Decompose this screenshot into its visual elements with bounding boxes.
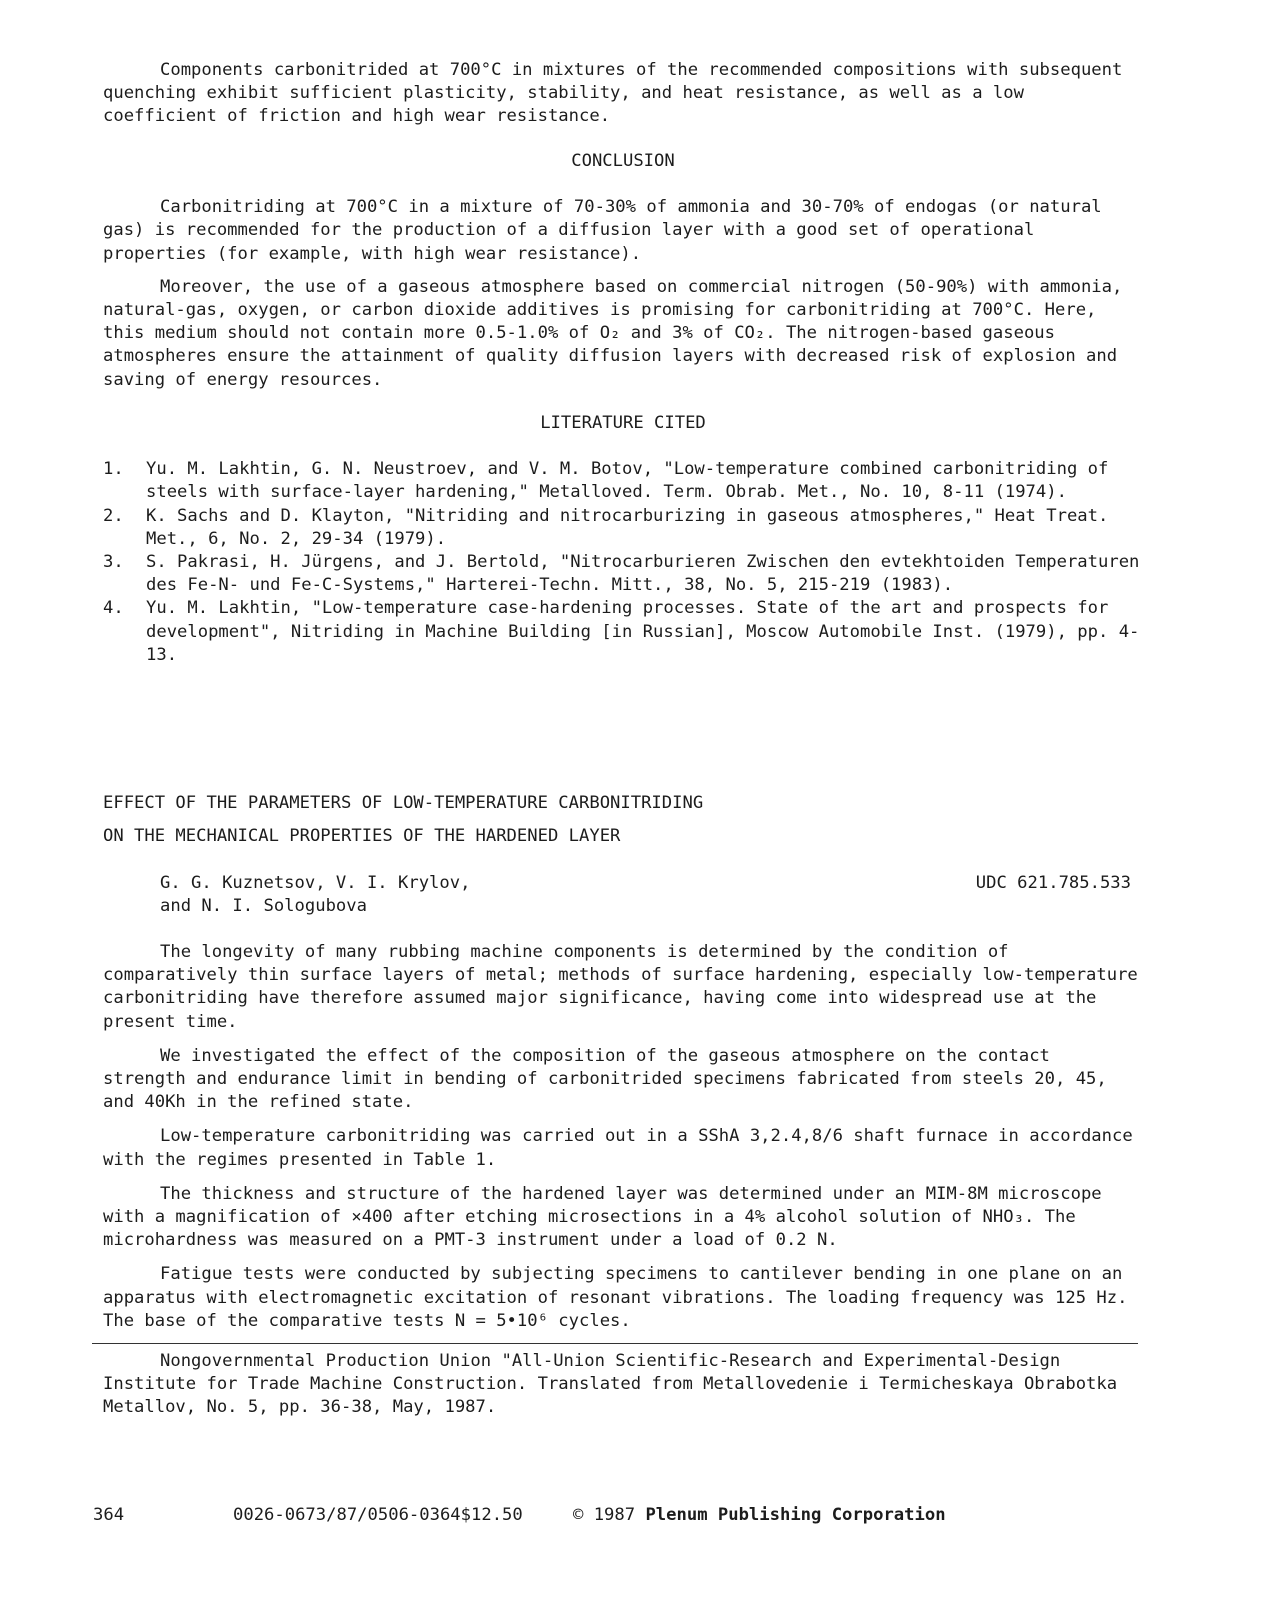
conclusion-section: [103, 150, 1143, 392]
reference-text: Yu. M. Lakhtin, G. N. Neustroev, and V. M. Botov, "Low-temperature combined carbonitriding of steels with surface-layer hardening," Metalloved. Term. Obrab. Met., No. 10, 8-11 (1974).: [146, 459, 1109, 503]
intro-block: [103, 59, 1143, 129]
reference-text: K. Sachs and D. Klayton, "Nitriding and nitrocarburizing in gaseous atmospheres," Heat Treat. Met., 6, No. 2, 29-34 (1979).: [146, 505, 1109, 549]
conclusion-paragraph-2: Moreover, the use of a gaseous atmosphere based on commercial nitrogen (50-90%) with ammonia, natural-gas, oxygen, or carbon dioxide additives is promising for carbonitriding at 700°C. Here, this medium should not contain more 0.5-1.0% of O₂ and 3% of CO₂. The nitrogen-based gaseous atmospheres ensure the attainment of quality diffusion layers with decreased risk of explosion and saving of energy resources.: [103, 276, 1123, 390]
udc-code: UDC 621.785.533: [975, 873, 1131, 893]
literature-heading: LITERATURE CITED: [540, 413, 706, 433]
publisher-name: Plenum Publishing Corporation: [645, 1505, 946, 1525]
body-paragraph-1: The longevity of many rubbing machine components is determined by the condition of comparatively thin surface layers of metal; methods of surface hardening, especially low-temperature carbonitriding have therefore assumed major significance, having come into widespread use at the present time.: [103, 942, 1138, 1032]
reference-number: 2.: [103, 505, 124, 526]
article-title-line-1: EFFECT OF THE PARAMETERS OF LOW-TEMPERATURE CARBONITRIDING: [103, 793, 704, 813]
reference-number: 1.: [103, 459, 124, 480]
reference-item: [103, 551, 1143, 597]
authors-block: [103, 872, 1143, 918]
copyright: [573, 1504, 946, 1527]
reference-item: [103, 597, 1143, 667]
reference-text: Yu. M. Lakhtin, "Low-temperature case-hardening processes. State of the art and prospects for development", Nitriding in Machine Building [in Russian], Moscow Automobile Inst. (1979), pp. 4-13.: [146, 598, 1140, 665]
footnote-divider: [92, 1343, 1138, 1344]
body-paragraph-2: We investigated the effect of the composition of the gaseous atmosphere on the contact strength and endurance limit in bending of carbonitrided specimens fabricated from steels 20, 45, and 40Kh in the refined state.: [103, 1045, 1107, 1113]
page-footer: [93, 1504, 1133, 1527]
conclusion-paragraph-1: Carbonitriding at 700°C in a mixture of 70-30% of ammonia and 30-70% of endogas (or natural gas) is recommended for the production of a diffusion layer with a good set of operational properties (for example, with high wear resistance).: [103, 197, 1102, 264]
body-paragraph-4: The thickness and structure of the hardened layer was determined under an MIM-8M microscope with a magnification of ×400 after etching microsections in a 4% alcohol solution of NHO₃. The microhardness was measured on a PMT-3 instrument under a load of 0.2 N.: [103, 1183, 1102, 1251]
reference-text: S. Pakrasi, H. Jürgens, and J. Bertold, "Nitrocarburieren Zwischen den evtekhtoiden Temperaturen des Fe-N- und Fe-C-Systems," Harterei-Techn. Mitt., 38, No. 5, 215-219 (1983).: [146, 552, 1140, 596]
article-title-line-2: ON THE MECHANICAL PROPERTIES OF THE HARDENED LAYER: [103, 826, 621, 847]
reference-item: [103, 505, 1143, 551]
reference-list: [103, 458, 1143, 667]
article-body: [103, 941, 1143, 1333]
article-code: 0026-0673/87/0506-0364$12.50: [233, 1505, 523, 1525]
footnote: [103, 1350, 1143, 1420]
copyright-year: © 1987: [573, 1505, 636, 1525]
authors-line-1: G. G. Kuznetsov, V. I. Krylov,: [160, 873, 471, 893]
literature-section: [103, 412, 1143, 667]
article-header: [103, 792, 1143, 848]
authors-line-2: and N. I. Sologubova: [160, 896, 367, 917]
reference-item: [103, 458, 1143, 504]
footnote-text: Nongovernmental Production Union "All-Union Scientific-Research and Experimental-Design Institute for Trade Machine Construction. Translated from Metallovedenie i Termicheskaya Obrabotka Metallov, No. 5, pp. 36-38, May, 1987.: [103, 1351, 1118, 1418]
page-number: 364: [93, 1505, 125, 1525]
body-paragraph-5: Fatigue tests were conducted by subjecting specimens to cantilever bending in one plane on an apparatus with electromagnetic excitation of resonant vibrations. The loading frequency was 125 Hz. The base of the comparative tests N = 5•10⁶ cycles.: [103, 1264, 1128, 1331]
intro-paragraph: Components carbonitrided at 700°C in mixtures of the recommended compositions with subsequent quenching exhibit sufficient plasticity, stability, and heat resistance, as well as a low coefficient of friction and high wear resistance.: [103, 60, 1123, 127]
reference-number: 3.: [103, 552, 124, 573]
reference-number: 4.: [103, 598, 124, 619]
conclusion-heading: CONCLUSION: [571, 151, 675, 171]
body-paragraph-3: Low-temperature carbonitriding was carried out in a SShA 3,2.4,8/6 shaft furnace in accordance with the regimes presented in Table 1.: [103, 1126, 1133, 1170]
